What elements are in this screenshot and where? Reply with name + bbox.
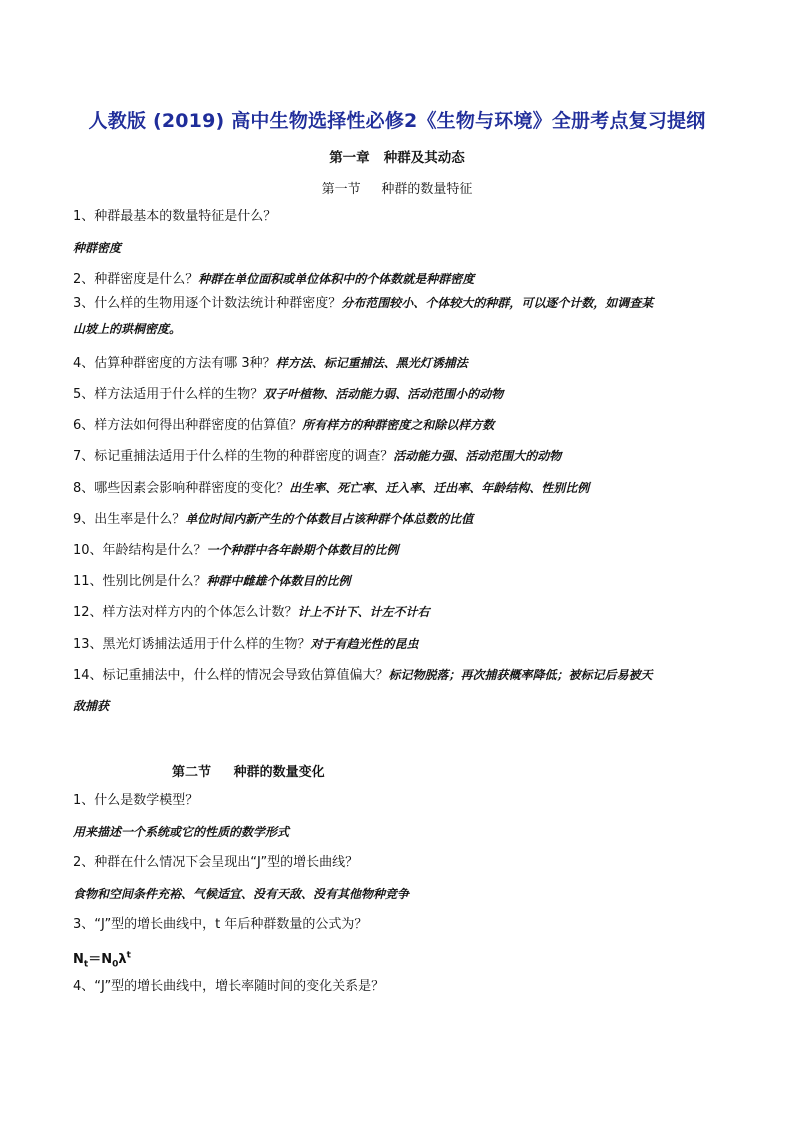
question-text: 4、“J”型的增长曲线中，增长率随时间的变化关系是？ — [73, 979, 385, 994]
question-text: 1、种群最基本的数量特征是什么？ — [73, 209, 277, 224]
question-text: 1、什么是数学模型？ — [73, 793, 199, 808]
formula-n0: N — [101, 952, 113, 967]
s1-qa-5 — [73, 385, 503, 404]
document-title: 人教版 (2019) 高中生物选择性必修2《生物与环境》全册考点复习提纲 — [88, 110, 706, 132]
question-text: 5、样方法适用于什么样的生物？ — [73, 387, 264, 402]
answer-text: 单位时间内新产生的个体数目占该种群个体总数的比值 — [185, 512, 474, 526]
s1-qa-9 — [73, 510, 473, 529]
s1-qa-2 — [73, 270, 474, 289]
s2-question-3 — [73, 916, 367, 934]
s1-qa-8 — [73, 479, 589, 498]
section2-heading: 第二节 种群的数量变化 — [172, 765, 325, 780]
formula-lambda: λ — [118, 952, 127, 967]
section1-heading: 第一节 种群的数量特征 — [321, 182, 473, 197]
answer-text: 分布范围较小、个体较大的种群，可以逐个计数，如调查某 — [341, 296, 654, 310]
answer-text: 一个种群中各年龄期个体数目的比例 — [206, 543, 399, 557]
s1-answer-3-cont: 山坡上的珙桐密度。 — [73, 322, 182, 336]
s1-answer-1: 种群密度 — [73, 241, 122, 255]
answer-text: 样方法、标记重捕法、黑光灯诱捕法 — [275, 356, 468, 370]
answer-text: 对于有趋光性的昆虫 — [310, 637, 419, 651]
s2-answer-1: 用来描述一个系统或它的性质的数学形式 — [73, 825, 290, 839]
s2-question-4 — [73, 978, 384, 996]
question-text: 4、估算种群密度的方法有哪 3种？ — [73, 356, 276, 371]
s1-qa-11 — [73, 572, 351, 591]
s1-qa-14 — [73, 666, 653, 685]
answer-text: 活动能力强、活动范围大的动物 — [393, 449, 562, 463]
question-text: 8、哪些因素会影响种群密度的变化？ — [73, 481, 290, 496]
chapter-heading: 第一章 种群及其动态 — [329, 150, 465, 166]
question-text: 10、年龄结构是什么？ — [73, 543, 207, 558]
s2-answer-2: 食物和空间条件充裕、气候适宜、没有天敌、没有其他物种竞争 — [73, 887, 410, 901]
s1-qa-7 — [73, 447, 561, 466]
question-text: 2、种群密度是什么？ — [73, 272, 199, 287]
answer-text: 所有样方的种群密度之和除以样方数 — [302, 418, 495, 432]
formula-n: N — [73, 952, 84, 967]
s2-question-2 — [73, 854, 358, 872]
answer-text: 标记物脱落；再次捕获概率降低；被标记后易被天 — [388, 668, 653, 682]
formula-n-sub: t — [83, 959, 89, 970]
s1-question-1 — [73, 208, 276, 226]
question-text: 9、出生率是什么？ — [73, 512, 186, 527]
s1-qa-12 — [73, 603, 430, 622]
s1-qa-6 — [73, 416, 494, 435]
answer-text: 种群中雌雄个体数目的比例 — [206, 574, 351, 588]
formula-n0-sub: 0 — [112, 959, 119, 970]
question-text: 7、标记重捕法适用于什么样的生物的种群密度的调查？ — [73, 449, 394, 464]
s1-qa-13 — [73, 635, 419, 654]
formula-eq: ＝ — [88, 952, 102, 967]
question-text: 13、黑光灯诱捕法适用于什么样的生物？ — [73, 637, 311, 652]
question-text: 6、样方法如何得出种群密度的估算值？ — [73, 418, 303, 433]
population-formula — [73, 948, 131, 970]
answer-text: 出生率、死亡率、迁入率、迁出率、年龄结构、性别比例 — [289, 481, 590, 495]
question-text: 14、标记重捕法中，什么样的情况会导致估算值偏大？ — [73, 668, 389, 683]
s1-answer-14-cont: 敌捕获 — [73, 699, 110, 713]
answer-text: 计上不计下、计左不计右 — [297, 605, 430, 619]
question-text: 2、种群在什么情况下会呈现出“J”型的增长曲线？ — [73, 855, 359, 870]
s1-qa-3 — [73, 294, 653, 313]
s2-question-1 — [73, 792, 198, 810]
s1-qa-4 — [73, 354, 468, 373]
formula-t-sup: t — [126, 950, 131, 961]
s1-qa-10 — [73, 541, 399, 560]
question-text: 12、样方法对样方内的个体怎么计数？ — [73, 605, 298, 620]
question-text: 11、性别比例是什么？ — [73, 574, 207, 589]
answer-text: 种群在单位面积或单位体积中的个体数就是种群密度 — [198, 272, 475, 286]
question-text: 3、“J”型的增长曲线中，t 年后种群数量的公式为？ — [73, 917, 368, 932]
answer-text: 双子叶植物、活动能力弱、活动范围小的动物 — [263, 387, 504, 401]
question-text: 3、什么样的生物用逐个计数法统计种群密度？ — [73, 296, 342, 311]
